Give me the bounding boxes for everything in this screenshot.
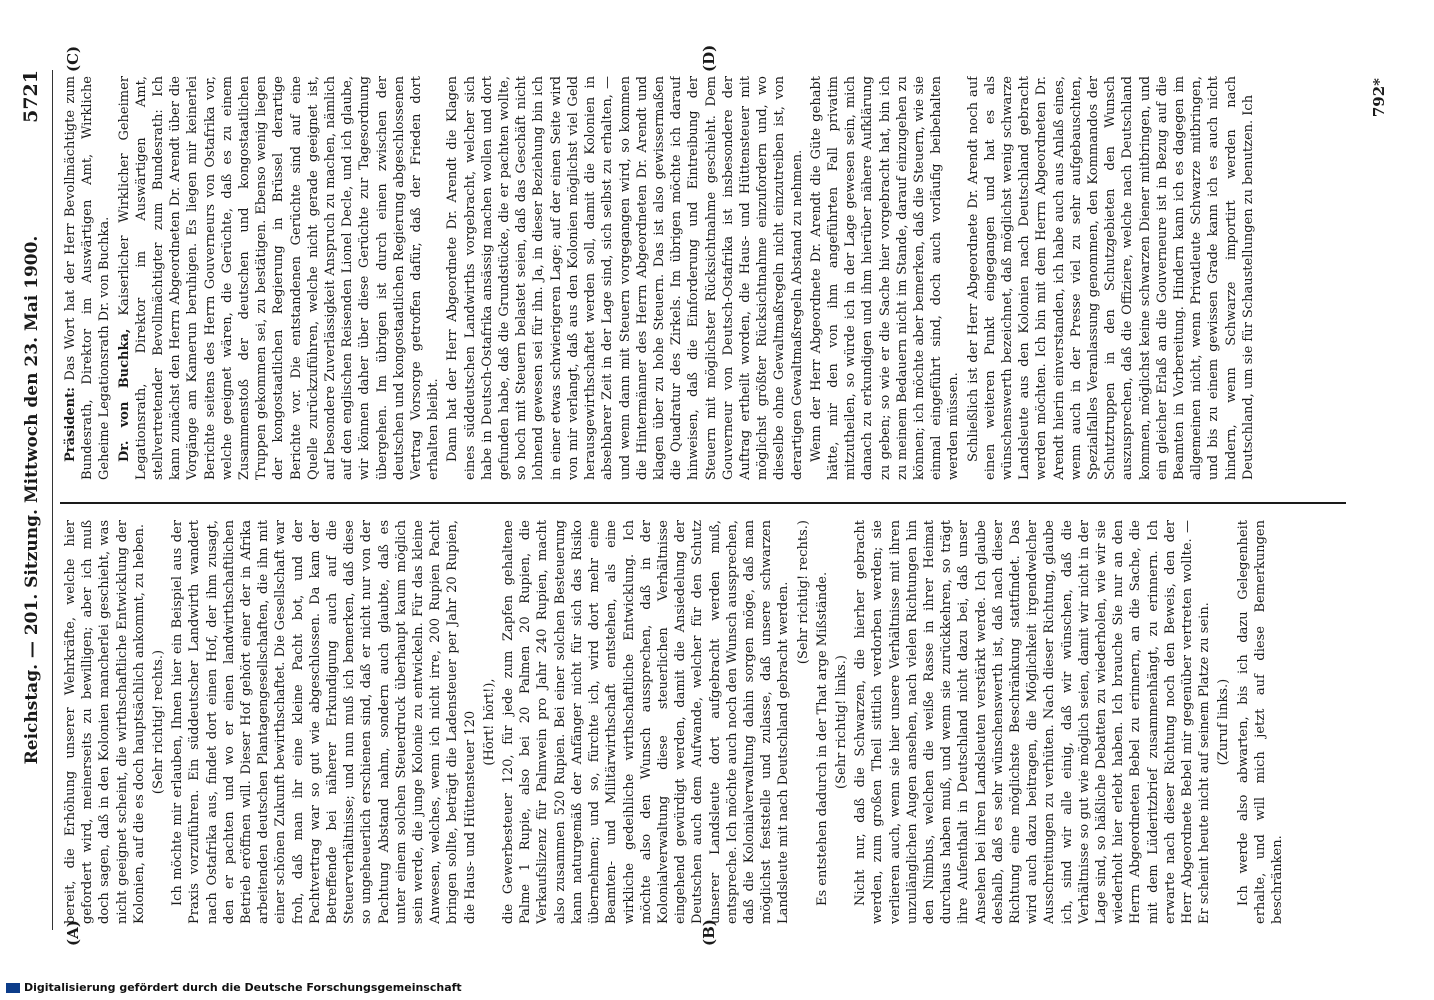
interjection: (Sehr richtig! links.) xyxy=(833,655,849,789)
margin-mark-d: (D) xyxy=(700,44,718,72)
paragraph: Es entstehen dadurch in der That arge Mißstände. xyxy=(814,571,830,906)
running-head: Reichstag. — 201. Sitzung. Mittwoch den 23. Mai 1900. xyxy=(22,235,42,765)
paragraph: die Gewerbesteuer 120, für jede zum Zapfen gehaltene Palme 1 Rupie, also bei 20 Palmen 20 Rupien, die Verkaufslizenz für Palmwein pro Jahr 240 Rupien, macht also zusammen 520 Rupien. Bei einer solchen Besteuerung kann naturgemäß der Anfänger nicht für sich das Risiko übernehmen; und so, fürchte ich, wird dort mehr eine Beamten- und Militärwirthschaft entstehen, als eine wirkliche gedeihliche wirthschaftliche Entwicklung. Ich möchte also den Wunsch aussprechen, daß in der Kolonialverwaltung diese steuerlichen Verhältnisse eingehend gewürdigt werden, damit die Ansiedelung der Deutschen auch dem Aufwande, welcher für den Schutz unserer Landsleute dort aufgebracht werden muß, entspreche. Ich möchte auch noch den Wunsch aussprechen, daß die Kolonialverwaltung dahin sorgen möge, daß man möglichst feststelle und zulasse, daß unsere schwarzen Landsleute mit nach Deutschland gebracht werden. xyxy=(501,520,792,924)
credit-text: Digitalisierung gefördert durch die Deutsche Forschungsgemeinschaft xyxy=(24,981,462,994)
column-divider xyxy=(60,502,1346,504)
speaker-name: Präsident: xyxy=(63,387,78,462)
paragraph: Wenn der Herr Abgeordnete Dr. Arendt die Güte gehabt hätte, mir den von ihm angeführten Fall privatim mitzutheilen, so würde ich in der Lage gewesen sein, mich danach zu erkundigen und ihm hierüber nähere Aufklärung zu geben; so wie er die Sache hier vorgebracht hat, bin ich zu meinem Bedauern nicht im Stande, darauf einzugehen zu können; ich möchte aber bemerken, daß die Steuern, wie sie einmal eingeführt sind, doch auch vorläufig beibehalten werden müssen. xyxy=(808,76,962,480)
paragraph: Schließlich ist der Herr Abgeordnete Dr. Arendt noch auf einen weiteren Punkt eingegangen und hat es als wünschenswerth bezeichnet, daß möglichst wenig schwarze Landsleute aus den Kolonien nach Deutschland gebracht werden möchten. Ich bin mit dem Herrn Abgeordneten Dr. Arendt hierin einverstanden, ich habe auch aus Anlaß eines, wenn auch in der Presse viel zu sehr aufgebauschten, Spezialfalles Veranlassung genommen, den Kommandos der Schutztruppen in den Schutzgebieten den Wunsch auszusprechen, daß die Offiziere, welche nach Deutschland kommen, möglichst keine schwarzen Diener mitbringen, und ein gleicher Erlaß an die Gouverneure ist in Bezug auf die Beamten in Vorbereitung. Hindern kann ich es dagegen im allgemeinen nicht, wenn Privatleute Schwarze mitbringen, und bis zu einem gewissen Grade kann ich es auch nicht hindern, wenn Schwarze importirt werden nach Deutschland, um sie für Schaustellungen zu benutzen. Ich xyxy=(965,76,1256,480)
margin-mark-a: (A) xyxy=(64,920,82,946)
interjection: (Sehr richtig! rechts.) xyxy=(151,649,167,795)
paragraph: Dann hat der Herr Abgeordnete Dr. Arendt die Klagen eines süddeutschen Landwirths vorgebracht, welcher sich habe in Deutsch-Ostafrika ansässig machen wollen und dort gefunden habe, daß die Grundstücke, die er pachten wollte, so hoch mit Steuern belastet seien, daß das Geschäft nicht lohnend gewesen sei für ihn. Ja, in dieser Beziehung bin ich in einer etwas schwierigeren Lage; auf der einen Seite wird von mir verlangt, daß aus den Kolonien möglichst viel Geld herausgewirthschaftet werden soll, damit die Kolonien in absehbarer Zeit in der Lage sind, sich selbst zu erhalten, — und wenn dann mit Steuern vorgegangen wird, so kommen die Hintermänner des Herrn Abgeordneten Dr. Arendt und klagen über zu hohe Steuern. Das ist also gewissermaßen die Quadratur des Zirkels. Im übrigen möchte ich darauf hinweisen, daß die Einforderung und Eintreibung der Steuern mit möglichster Rücksichtnahme geschieht. Dem Gouverneur von Deutsch-Ostafrika ist insbesondere der Auftrag ertheilt worden, die Haus- und Hüttensteuer mit möglichst größter Rücksichtnahme einzufordern und, wo dieselbe ohne Gewaltmaßregeln nicht einzutreiben ist, von derartigen Gewaltmaßregeln Abstand zu nehmen. xyxy=(445,76,805,480)
digitization-credit xyxy=(6,981,462,994)
paragraph: Ich werde also abwarten, bis ich dazu Gelegenheit erhalte, und will mich jetzt auf diese Bemerkungen beschränken. xyxy=(1235,520,1286,924)
margin-mark-c: (C) xyxy=(64,45,82,72)
page-number: 5721 xyxy=(20,70,42,123)
paragraph: Nicht nur, daß die Schwarzen, die hierher gebracht werden, zum großen Theil sittlich verdorben werden; sie verlieren auch, wenn sie hier unsere Verhältnisse mit ihren unzulänglichen Augen ansehen, nach vielen Richtungen hin den Nimbus, welchen die weiße Rasse in ihrer Heimat durchaus haben muß, und wenn sie zurückkehren, so trägt ihre Aufenthalt in Deutschland nicht dazu bei, daß unser Ansehen bei ihren Landsleuten verstärkt werde. Ich glaube deshalb, daß es sehr wünschenswerth ist, daß nach dieser Richtung eine möglichste Beschränkung stattfindet. Das wird auch dazu beitragen, die Möglichkeit irgendwelcher Ausschreitungen zu verhüten. Nach dieser Richtung, glaube ich, sind wir alle einig, daß wir wünschen, daß die Verhältnisse so gut wie möglich seien, damit wir nicht in der Lage sind, so häßliche Debatten zu wiederholen, wie wir sie wiederholt hier erlebt haben. Ich brauche Sie nur an den Herrn Abgeordneten Bebel zu erinnern, an die Sache, die mit dem Lüderitzbrief zusammenhängt, zu erinnern. Ich erwarte nach dieser Richtung noch den Beweis, den der Herr Abgeordnete Bebel mir gegenüber vertreten wollte. — Er scheint heute nicht auf seinem Platze zu sein. xyxy=(853,520,1213,924)
interjection: (Zuruf links.) xyxy=(1216,678,1232,766)
signature-mark: 792* xyxy=(1370,78,1388,118)
interjection: (Sehr richtig! rechts.) xyxy=(795,520,811,665)
left-column xyxy=(62,520,1324,924)
speech-text: Ich kann zunächst den Herrn Abgeordneten Dr. Arendt über die Vorgänge am Kamerun beruhigen. Es liegen mir keinerlei Berichte seitens des Herrn Gouverneurs von Ostafrika vor, welche geeignet wären, die Gerüchte, daß es zu einem Zusammenstoß der deutschen und kongostaatlichen Truppen gekommen sei, zu bestätigen. Ebenso wenig liegen der kongostaatlichen Regierung in Brüssel derartige Berichte vor. Die entstandenen Gerüchte sind auf eine Quelle zurückzuführen, welche nicht gerade geeignet ist, auf besondere Zuverlässigkeit Anspruch zu machen, nämlich auf den englischen Reisenden Lionel Decle, und ich glaube, wir können daher über diese Gerüchte zur Tagesordnung übergehen. Im übrigen ist durch einen zwischen der deutschen und kongostaatlichen Regierung abgeschlossenen Vertrag Vorsorge getroffen dafür, daß der Frieden dort erhalten bleibt. xyxy=(151,76,442,480)
speaker-title: Kaiserlicher Wirklicher Geheimer Legationsrath, Direktor im Auswärtigen Amt, stellvertretender Bevollmächtigter zum Bundesrath: xyxy=(116,76,167,480)
paragraph xyxy=(116,76,443,480)
right-column xyxy=(62,76,1346,480)
speaker-name: Dr. von Buchka, xyxy=(116,328,132,462)
paragraph: Ich möchte mir erlauben, Ihnen hier ein Beispiel aus der Praxis vorzuführen. Ein süddeutscher Landwirth wandert nach Ostafrika aus, findet dort einen Hof, der ihm zusagt, den er pachten und wo er einen landwirthschaftlichen Betrieb eröffnen will. Dieser Hof gehört einer der in Afrika arbeitenden deutschen Plantagengesellschaften, die ihn mit einer schönen Zukunft bewirthschaftet. Die Gesellschaft war froh, daß man ihr eine kleine Pacht bot, und der Pachtvertrag war so gut wie abgeschlossen. Da kam der Betreffende bei näherer Erkundigung auch auf die Steuerverhältnisse; und nun muß ich bemerken, daß diese so ungeheuerlich erschienen sind, daß er nicht nur von der Pachtung Abstand nahm, sondern auch glaubte, daß es unter einem solchen Steuerdruck überhaupt kaum möglich sein werde, die junge Kolonie zu entwickeln. Für das kleine Anwesen, welches, wenn ich nicht irre, 200 Rupien Pacht bringen sollte, beträgt die Ladensteuer per Jahr 20 Rupien, die Haus- und Hüttensteuer 120 xyxy=(170,520,478,924)
paragraph xyxy=(62,76,114,480)
paragraph: bereit, die Erhöhung unserer Wehrkräfte, welche hier gefordert wird, meinerseits zu bewilligen; aber ich muß doch sagen, daß in den Kolonien mancherlei geschieht, was nicht geeignet scheint, die wirthschaftliche Entwicklung der Kolonien, auf die es doch hauptsächlich ankommt, zu heben. xyxy=(63,520,147,924)
interjection: (Hört! hört!), xyxy=(481,678,497,766)
speech-text: Das Wort hat der Herr Bevollmächtigte zum Bundesrath, Direktor im Auswärtigen Amt, Wirkliche Geheime Legationsrath Dr. von Buchka. xyxy=(63,76,113,480)
margin-mark-b: (B) xyxy=(700,919,718,946)
dfg-logo-icon xyxy=(6,983,20,993)
page-header xyxy=(18,70,48,930)
header-rule xyxy=(52,70,53,930)
